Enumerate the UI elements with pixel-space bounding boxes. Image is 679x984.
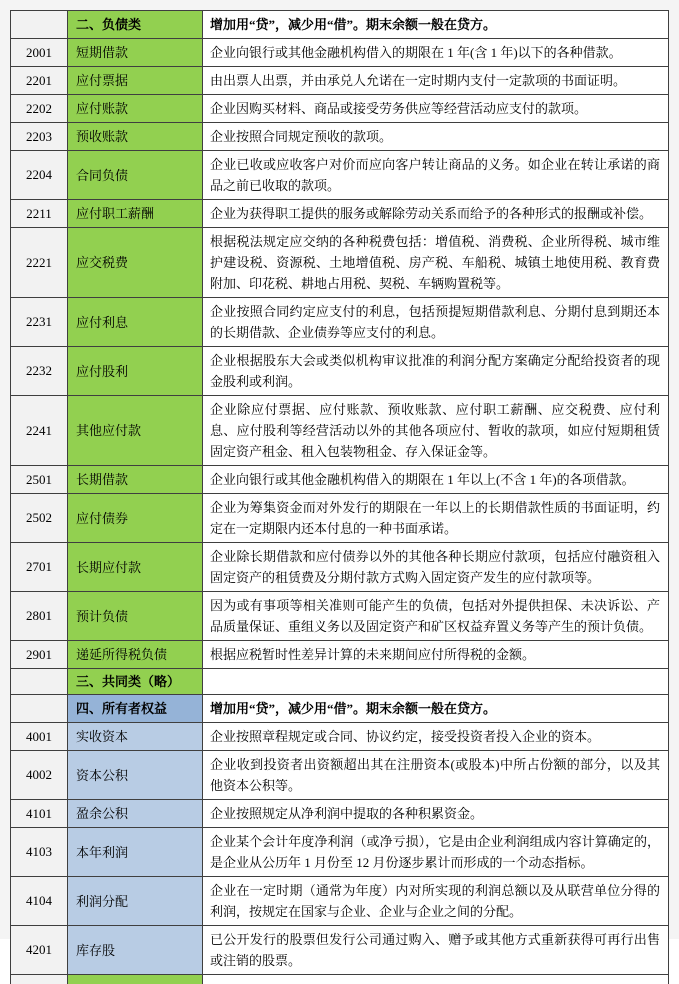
account-description-cell [203, 151, 669, 200]
account-name-cell: 应付职工薪酬 [68, 200, 203, 228]
account-description-cell [203, 877, 669, 926]
account-code-cell: 2211 [11, 200, 68, 228]
account-name-cell: 长期借款 [68, 466, 203, 494]
table-row [11, 975, 669, 984]
table-row [11, 347, 669, 396]
table-row [11, 828, 669, 877]
account-name-cell: 库存股 [68, 926, 203, 975]
account-description-cell [203, 347, 669, 396]
account-code-cell: 2241 [11, 396, 68, 466]
account-name-cell: 应付债券 [68, 494, 203, 543]
account-code-cell: 4103 [11, 828, 68, 877]
account-name-cell: 利润分配 [68, 877, 203, 926]
table-row [11, 228, 669, 298]
account-code-cell [11, 669, 68, 695]
table-row [11, 641, 669, 669]
account-name-cell: 递延所得税负债 [68, 641, 203, 669]
account-name-cell: 预收账款 [68, 123, 203, 151]
account-description-text: 企业某个会计年度净利润（或净亏损），它是由企业利润组成内容计算确定的，是企业从公历年 1 月份至 12 月份逐步累计而形成的一个动态指标。 [210, 834, 660, 870]
table-row [11, 67, 669, 95]
account-name-cell: 实收资本 [68, 723, 203, 751]
account-description-cell [203, 975, 669, 984]
account-name-cell: 四、所有者权益 [68, 695, 203, 723]
account-name-cell: 二、负债类 [68, 11, 203, 39]
account-description-cell [203, 543, 669, 592]
account-code-cell: 4001 [11, 723, 68, 751]
account-description-text: 企业除应付票据、应付账款、预收账款、应付职工薪酬、应交税费、应付利息、应付股利等经营活动以外的其他各项应付、暂收的款项，如应付短期租赁固定资产租金、租入包装物租金、存入保证金等。 [210, 402, 660, 459]
table-row [11, 592, 669, 641]
account-description-cell [203, 494, 669, 543]
account-description-cell [203, 669, 669, 695]
account-name-cell: 应付账款 [68, 95, 203, 123]
account-code-cell [11, 11, 68, 39]
account-name-cell [68, 975, 203, 984]
table-row [11, 95, 669, 123]
table-row [11, 669, 669, 695]
account-description-cell [203, 751, 669, 800]
account-code-cell: 2203 [11, 123, 68, 151]
account-description-cell [203, 466, 669, 494]
account-description-text: 因为或有事项等相关准则可能产生的负债，包括对外提供担保、未决诉讼、产品质量保证、重组义务以及固定资产和矿区权益弃置义务等产生的预计负债。 [210, 598, 660, 634]
account-description-cell [203, 11, 669, 39]
account-name-cell: 长期应付款 [68, 543, 203, 592]
account-description-text: 企业为筹集资金而对外发行的期限在一年以上的长期借款性质的书面证明，约定在一定期限内还本付息的一种书面承诺。 [210, 500, 660, 536]
account-name-cell: 其他应付款 [68, 396, 203, 466]
account-code-cell: 2221 [11, 228, 68, 298]
account-name-cell: 预计负债 [68, 592, 203, 641]
table-row [11, 466, 669, 494]
account-code-cell: 4104 [11, 877, 68, 926]
account-description-text: 企业按照章程规定或合同、协议约定，接受投资者投入企业的资本。 [210, 729, 601, 744]
table-row [11, 723, 669, 751]
account-description-cell [203, 800, 669, 828]
account-name-cell: 本年利润 [68, 828, 203, 877]
account-code-cell: 4101 [11, 800, 68, 828]
account-description-text: 企业向银行或其他金融机构借入的期限在 1 年(含 1 年)以下的各种借款。 [210, 45, 622, 60]
account-description-text: 企业在一定时期（通常为年度）内对所实现的利润总额以及从联营单位分得的利润，按规定在国家与企业、企业与企业之间的分配。 [210, 883, 660, 919]
account-description-cell [203, 95, 669, 123]
account-description-text: 增加用“贷”，减少用“借”。期末余额一般在贷方。 [210, 701, 497, 716]
account-description-cell [203, 67, 669, 95]
account-description-cell [203, 641, 669, 669]
table-row [11, 200, 669, 228]
table-row [11, 926, 669, 975]
account-description-cell [203, 926, 669, 975]
account-name-cell: 三、共同类（略） [68, 669, 203, 695]
account-description-text: 增加用“贷”，减少用“借”。期末余额一般在贷方。 [210, 17, 497, 32]
account-description-cell [203, 828, 669, 877]
account-code-cell: 2201 [11, 67, 68, 95]
account-description-text: 企业已收或应收客户对价而应向客户转让商品的义务。如企业在转让承诺的商品之前已收取的款项。 [210, 157, 660, 193]
account-description-cell [203, 200, 669, 228]
table-row [11, 151, 669, 200]
account-description-cell [203, 39, 669, 67]
account-description-text: 已公开发行的股票但发行公司通过购入、赠予或其他方式重新获得可再行出售或注销的股票。 [210, 932, 660, 968]
account-code-cell: 2202 [11, 95, 68, 123]
account-description-text: 企业收到投资者出资额超出其在注册资本(或股本)中所占份额的部分，以及其他资本公积等。 [210, 757, 660, 793]
account-description-text: 企业按照合同规定预收的款项。 [210, 129, 393, 144]
account-code-cell [11, 975, 68, 984]
account-description-text: 企业根据股东大会或类似机构审议批准的利润分配方案确定分配给投资者的现金股利或利润。 [210, 353, 660, 389]
table-row [11, 494, 669, 543]
accounts-table [10, 10, 669, 984]
account-code-cell: 2501 [11, 466, 68, 494]
account-code-cell: 2502 [11, 494, 68, 543]
account-code-cell: 2232 [11, 347, 68, 396]
account-code-cell: 4201 [11, 926, 68, 975]
account-code-cell: 2701 [11, 543, 68, 592]
account-code-cell: 4002 [11, 751, 68, 800]
account-description-cell [203, 123, 669, 151]
account-name-cell: 盈余公积 [68, 800, 203, 828]
account-name-cell: 应付票据 [68, 67, 203, 95]
table-row [11, 543, 669, 592]
account-description-text: 企业按照合同约定应支付的利息，包括预提短期借款利息、分期付息到期还本的长期借款、企业债券等应支付的利息。 [210, 304, 660, 340]
account-description-text: 由出票人出票，并由承兑人允诺在一定时期内支付一定款项的书面证明。 [210, 73, 627, 88]
table-row [11, 695, 669, 723]
account-description-text: 企业按照规定从净利润中提取的各种积累资金。 [210, 806, 484, 821]
account-code-cell: 2231 [11, 298, 68, 347]
account-description-cell [203, 228, 669, 298]
account-name-cell: 资本公积 [68, 751, 203, 800]
account-name-cell: 应付利息 [68, 298, 203, 347]
account-name-cell: 合同负债 [68, 151, 203, 200]
account-code-cell [11, 695, 68, 723]
account-description-text: 企业向银行或其他金融机构借入的期限在 1 年以上(不含 1 年)的各项借款。 [210, 472, 635, 487]
account-description-cell [203, 695, 669, 723]
account-description-cell [203, 298, 669, 347]
account-name-cell: 短期借款 [68, 39, 203, 67]
account-code-cell: 2001 [11, 39, 68, 67]
account-code-cell: 2204 [11, 151, 68, 200]
account-description-cell [203, 592, 669, 641]
account-description-text: 根据应税暂时性差异计算的未来期间应付所得税的金额。 [210, 647, 536, 662]
table-row [11, 298, 669, 347]
account-code-cell: 2901 [11, 641, 68, 669]
table-row [11, 751, 669, 800]
account-name-cell: 应交税费 [68, 228, 203, 298]
account-code-cell: 2801 [11, 592, 68, 641]
account-description-text: 企业除长期借款和应付债券以外的其他各种长期应付款项，包括应付融资租入固定资产的租赁费及分期付款方式购入固定资产发生的应付款项等。 [210, 549, 660, 585]
table-row [11, 123, 669, 151]
account-description-cell [203, 723, 669, 751]
table-row [11, 11, 669, 39]
table-row [11, 800, 669, 828]
table-row [11, 39, 669, 67]
account-name-cell: 应付股利 [68, 347, 203, 396]
account-description-text: 企业为获得职工提供的服务或解除劳动关系而给予的各种形式的报酬或补偿。 [210, 206, 653, 221]
account-description-text: 根据税法规定应交纳的各种税费包括：增值税、消费税、企业所得税、城市维 护建设税、资源税、土地增值税、房产税、车船税、城镇土地使用税、教育费附加、印花税、耕地占用税、契税、车辆购置税等。 [210, 234, 660, 291]
account-description-text: 企业因购买材料、商品或接受劳务供应等经营活动应支付的款项。 [210, 101, 588, 116]
table-row [11, 877, 669, 926]
table-row [11, 396, 669, 466]
account-description-cell [203, 396, 669, 466]
